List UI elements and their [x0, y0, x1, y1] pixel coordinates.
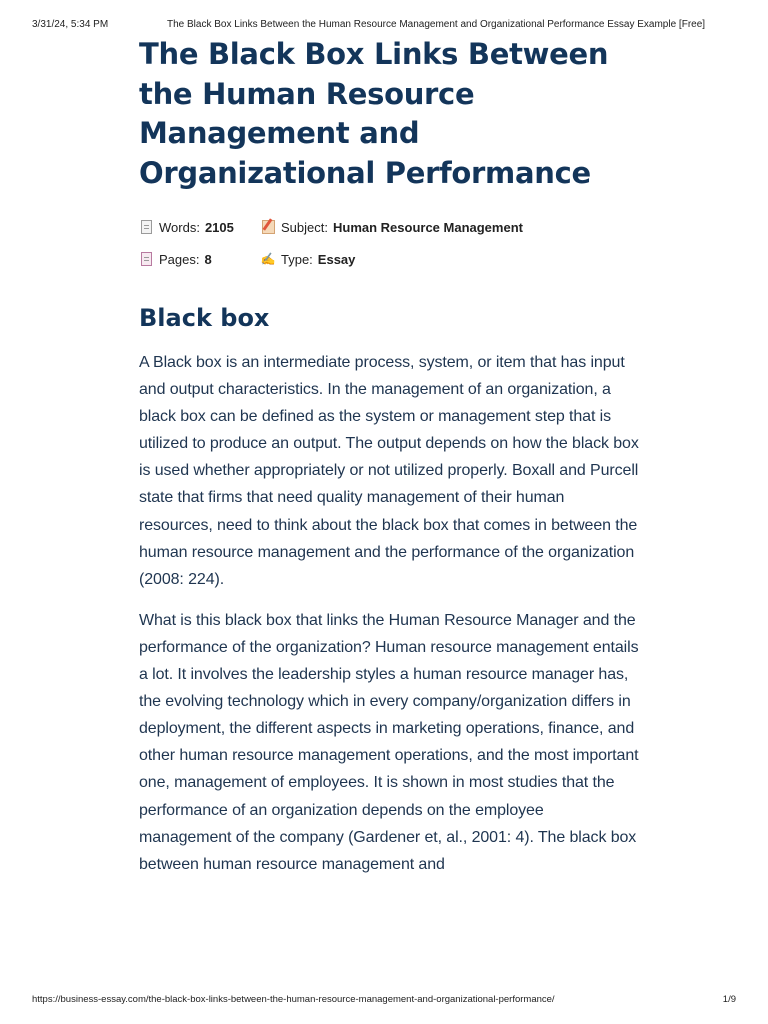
subject-value: Human Resource Management: [332, 219, 523, 235]
article-title: The Black Box Links Between the Human Resource Management and Organizational Performance: [139, 37, 609, 190]
page-url: https://business-essay.com/the-black-box-links-between-the-human-resource-management-and-organizational-performance/: [32, 994, 555, 1005]
subject-label: Subject:: [281, 219, 328, 235]
words-label: Words:: [159, 219, 200, 235]
article: [139, 35, 639, 878]
print-date: 3/31/24, 5:34 PM: [32, 19, 109, 30]
essay-type: [261, 252, 355, 267]
pages-value: 8: [204, 251, 212, 267]
words-count: [139, 220, 261, 235]
paragraph: What is this black box that links the Human Resource Manager and the performance of the organization? Human resource management entails a lot. It involves the leadership styles a human resource manager has, the evolving technology which in every company/organization differs in deployment, the different aspects in marketing operations, finance, and other human resource management operations, and the most important one, management of employees. It is shown in most studies that the performance of an organization depends on the employee management of the company (Gardener et, al., 2001: 4). The black box between human resource management and: [139, 611, 639, 873]
section-heading: Black box: [139, 304, 270, 332]
type-label: Type:: [281, 251, 313, 267]
pencil-memo-icon: [261, 220, 275, 234]
essay-meta: [139, 219, 639, 267]
meta-row: [139, 251, 639, 267]
type-value: Essay: [317, 251, 356, 267]
document-icon: [139, 220, 153, 234]
subject: [261, 220, 523, 235]
page-number: 1/9: [722, 994, 736, 1005]
pages-label: Pages:: [159, 251, 200, 267]
meta-row: [139, 219, 639, 235]
writing-hand-icon: ✍: [260, 252, 276, 266]
pages-icon: [139, 252, 153, 266]
paragraph: A Black box is an intermediate process, system, or item that has input and output characteristics. In the management of an organization, a black box can be defined as the system or management step that is utilized to produce an output. The output depends on how the black box is used whether appropriately or not utilized properly. Boxall and Purcell state that firms that need quality management of their human resources, need to think about the black box that comes in between the human resource management and the performance of the organization (2008: 224).: [139, 354, 639, 588]
pages-count: [139, 252, 261, 267]
print-page-title: The Black Box Links Between the Human Resource Management and Organizational Performance Essay Example [Free]: [167, 19, 706, 30]
words-value: 2105: [204, 219, 234, 235]
